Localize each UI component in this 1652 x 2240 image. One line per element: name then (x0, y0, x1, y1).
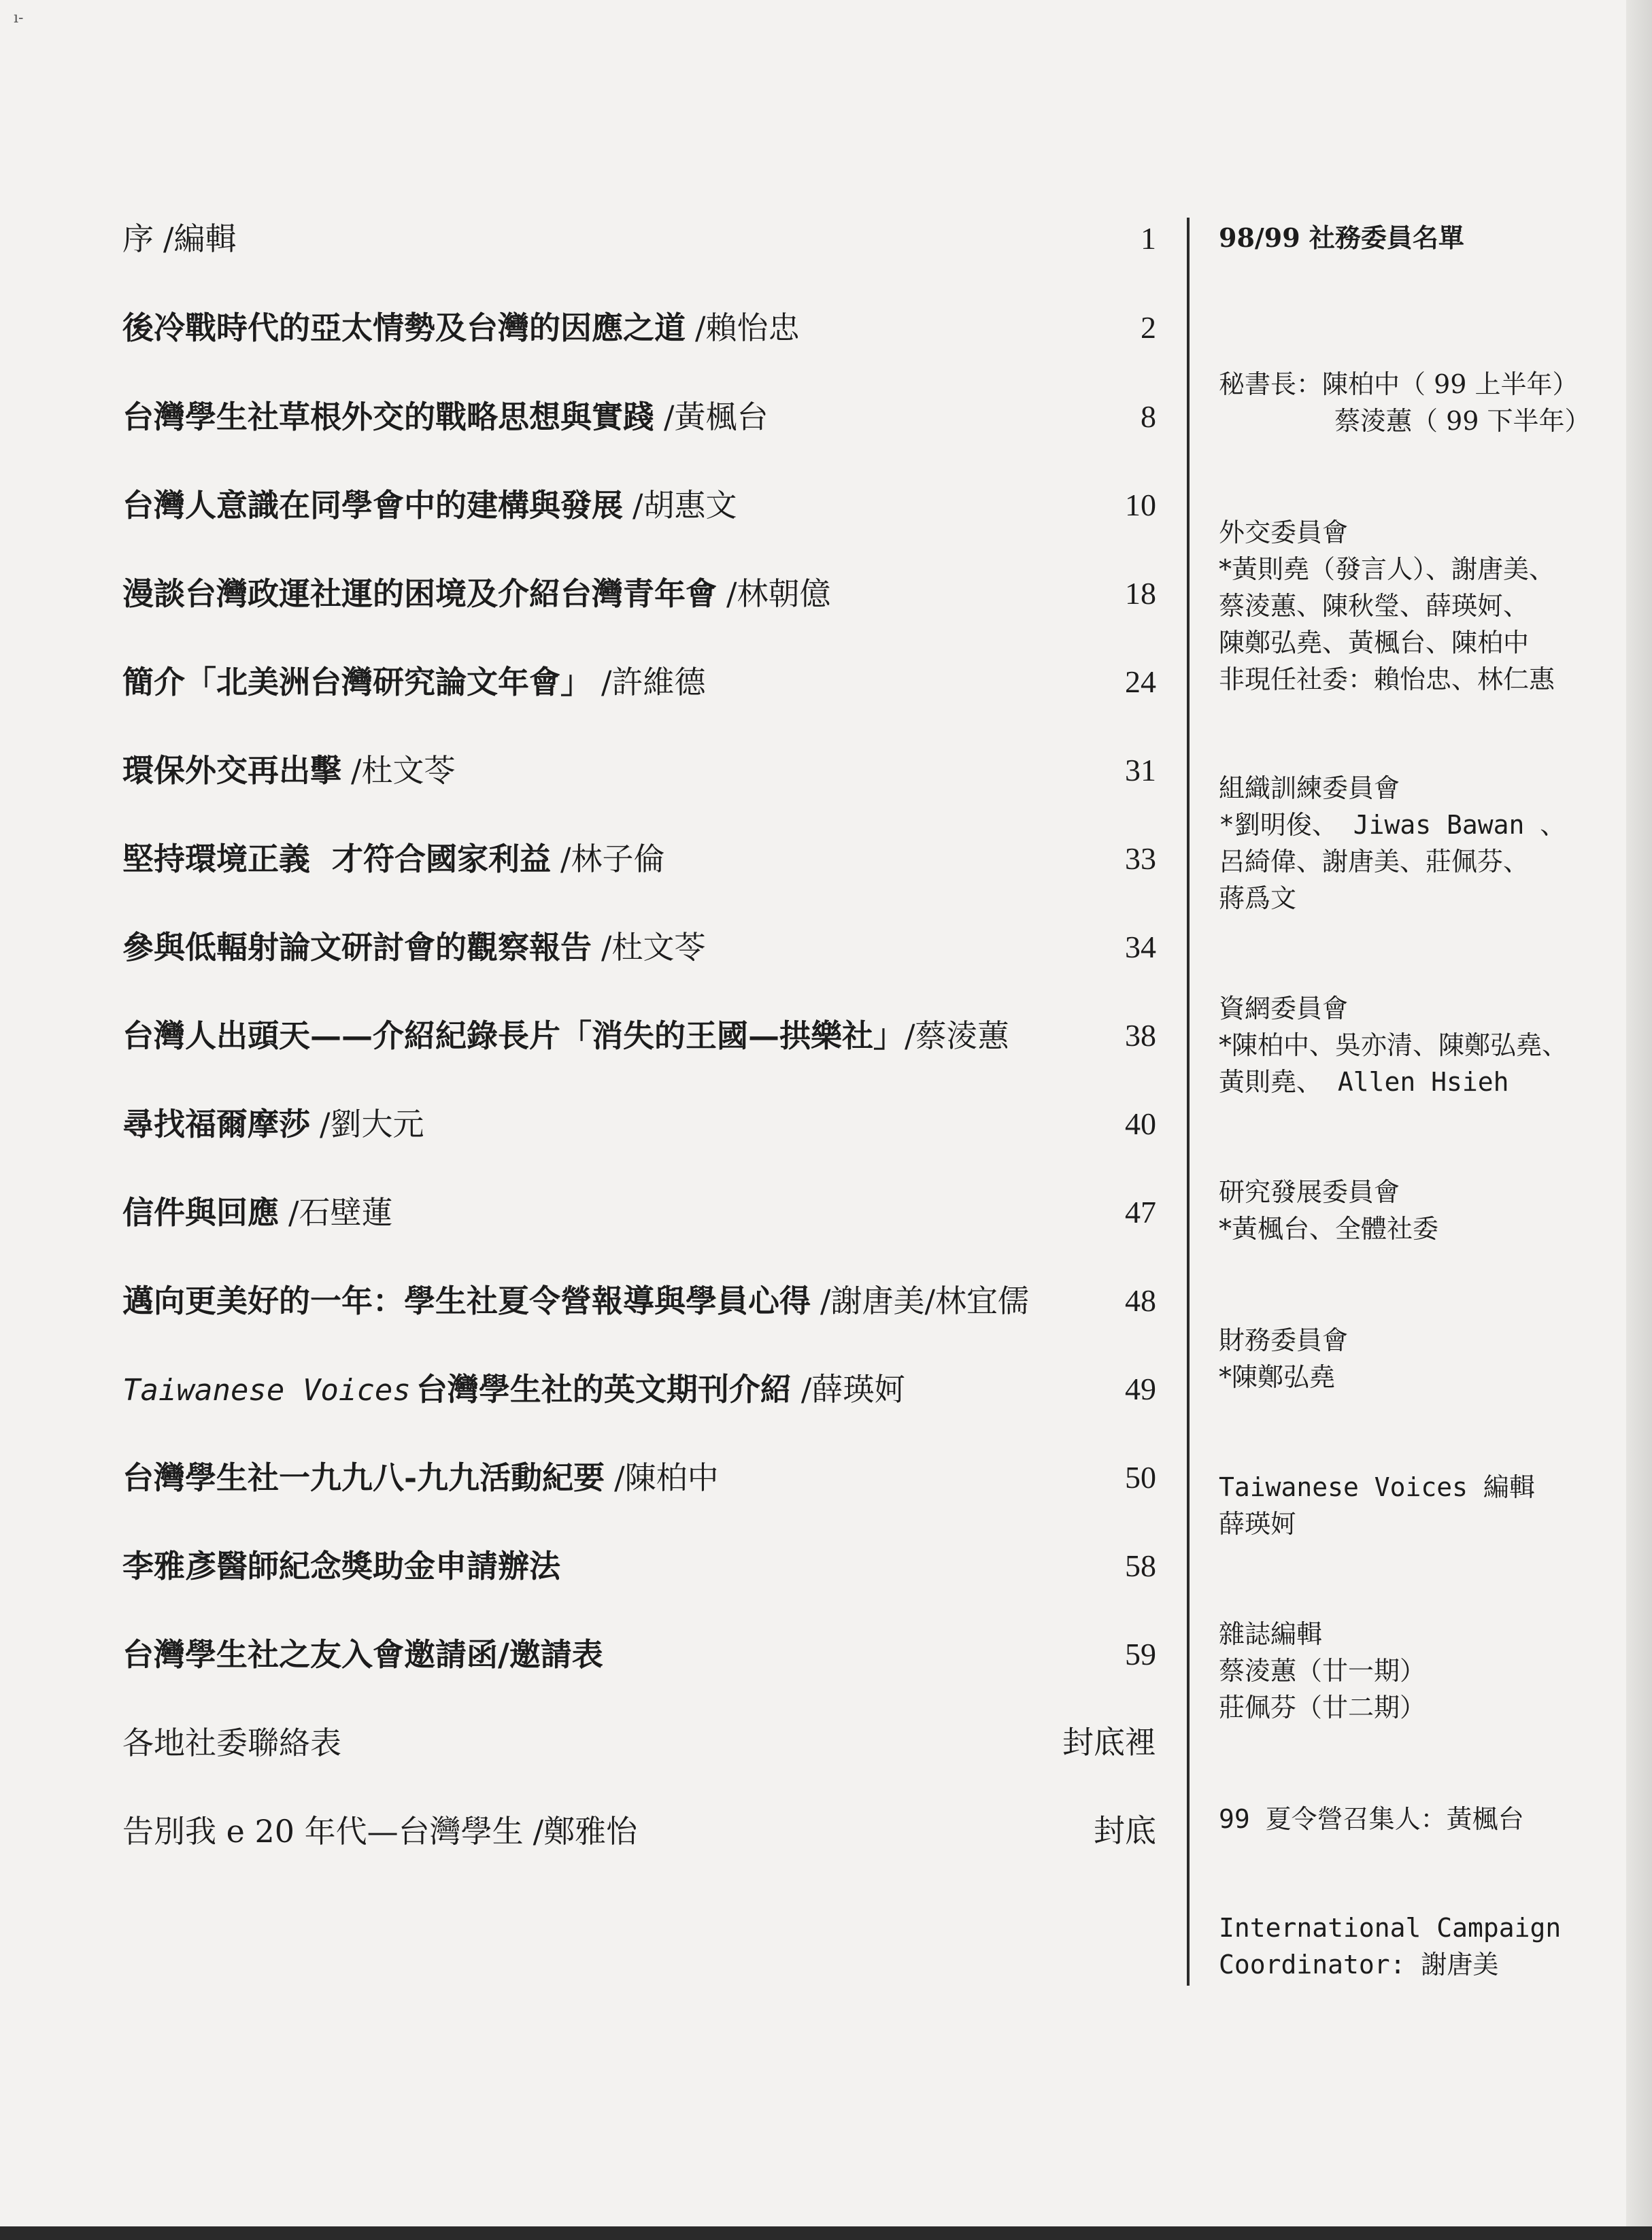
toc-author: /黃楓台 (664, 398, 769, 435)
committee-title: 外交委員會 (1219, 517, 1349, 547)
finance-committee (1219, 1322, 1613, 1395)
committee-members: 蔡淩蕙、陳秋瑩、薛瑛妸、 (1219, 591, 1530, 621)
secretary-line: 蔡淩蕙（ 99 下半年） (1334, 406, 1591, 436)
toc-page-number: 34 (1125, 930, 1156, 964)
toc-entry[interactable] (122, 747, 1156, 794)
toc-author: /謝唐美/林宜儒 (820, 1283, 1029, 1319)
toc-author: /許維德 (601, 664, 706, 700)
toc-page-number: 18 (1125, 576, 1156, 611)
page-edge-bottom (0, 2226, 1652, 2240)
voices-editor (1219, 1469, 1613, 1542)
international-coordinator (1219, 1910, 1613, 1983)
toc-author: /石壁蓮 (288, 1194, 393, 1231)
toc-author: /鄭雅怡 (533, 1813, 638, 1850)
page-edge-right (1626, 0, 1652, 2240)
committee-members: 呂綺偉、謝唐美、莊佩芬、 (1219, 847, 1530, 877)
toc-entry[interactable] (122, 1631, 1156, 1678)
toc-entry[interactable] (122, 1277, 1156, 1325)
committee-list (1219, 0, 1613, 2040)
committee-title: Taiwanese Voices 編輯 (1219, 1472, 1535, 1502)
toc-entry[interactable] (122, 658, 1156, 706)
foreign-affairs-committee (1219, 514, 1613, 698)
toc-page-number: 封底 (1094, 1814, 1156, 1848)
research-committee (1219, 1174, 1613, 1247)
toc-title: 各地社委聯絡表 (122, 1725, 341, 1761)
committee-members: 薛瑛妸 (1219, 1509, 1297, 1539)
toc-page-number: 48 (1125, 1283, 1156, 1318)
toc-entry[interactable] (122, 1012, 1156, 1059)
toc-page-number: 8 (1141, 399, 1156, 434)
toc-title-english: Taiwanese Voices (122, 1373, 411, 1408)
toc-page-number: 47 (1125, 1195, 1156, 1229)
committee-members: 非現任社委：賴怡忠、林仁惠 (1219, 664, 1555, 694)
toc-entry[interactable] (122, 570, 1156, 617)
toc-author: /編輯 (163, 220, 237, 257)
network-committee (1219, 990, 1613, 1100)
magazine-editor (1219, 1616, 1613, 1726)
toc-page-number: 49 (1125, 1372, 1156, 1406)
toc-author: /林子倫 (560, 841, 665, 877)
toc-page-number: 59 (1125, 1637, 1156, 1671)
toc-title: 台灣學生社一九九八-九九活動紀要 (122, 1459, 605, 1496)
toc-title: 後冷戰時代的亞太情勢及台灣的因應之道 (122, 309, 686, 346)
toc-page-number: 31 (1125, 753, 1156, 787)
committee-header: 98/99 社務委員名單 (1219, 222, 1464, 253)
toc-author: /杜文苓 (601, 929, 706, 966)
toc-title: 台灣人意識在同學會中的建構與發展 (122, 487, 623, 524)
toc-title: 信件與回應 (122, 1194, 279, 1231)
committee-members: 莊佩芬（廿二期） (1219, 1693, 1426, 1723)
toc-entry[interactable] (122, 1365, 1156, 1413)
toc-entry[interactable] (122, 1454, 1156, 1501)
toc-page-number: 封底裡 (1062, 1725, 1156, 1760)
toc-entry[interactable] (122, 304, 1156, 352)
toc-entry[interactable] (122, 1189, 1156, 1236)
committee-members: *陳鄭弘堯 (1219, 1362, 1336, 1392)
toc-title: 邁向更美好的一年：學生社夏令營報導與學員心得 (122, 1283, 811, 1319)
toc-page-number: 24 (1125, 664, 1156, 699)
toc-entry[interactable] (122, 1808, 1156, 1855)
toc-title: 簡介「北美洲台灣研究論文年會」 (122, 664, 592, 700)
international-line: Coordinator: 謝唐美 (1219, 1950, 1499, 1980)
toc-entry[interactable] (122, 1100, 1156, 1148)
toc-page-number: 58 (1125, 1548, 1156, 1583)
toc-author: /胡惠文 (633, 487, 737, 524)
toc-title: 李雅彥醫師紀念獎助金申請辦法 (122, 1548, 560, 1584)
secretary-block (1219, 366, 1613, 439)
committee-members: 蔣爲文 (1219, 883, 1297, 913)
toc-page-number: 33 (1125, 841, 1156, 876)
camp-convener-line: 99 夏令營召集人：黃楓台 (1219, 1804, 1524, 1834)
committee-members: 黃則堯、 Allen Hsieh (1219, 1067, 1509, 1097)
toc-author: /薛瑛妸 (800, 1371, 906, 1408)
toc-title: 台灣學生社之友入會邀請函/邀請表 (122, 1636, 603, 1673)
committee-members: 蔡淩蕙（廿一期） (1219, 1656, 1426, 1686)
committee-title: 研究發展委員會 (1219, 1177, 1400, 1207)
toc-entry[interactable] (122, 1719, 1156, 1767)
toc-title: 序 (122, 220, 154, 257)
committee-members: 陳鄭弘堯、黃楓台、陳柏中 (1219, 628, 1530, 658)
toc-entry[interactable] (122, 1542, 1156, 1590)
summer-camp-convener (1219, 1801, 1613, 1837)
toc-page-number: 1 (1141, 221, 1156, 256)
toc-title: 尋找福爾摩莎 (122, 1106, 310, 1142)
toc-page-number: 2 (1141, 310, 1156, 345)
committee-members: *黃楓台、全體社委 (1219, 1214, 1439, 1244)
toc-entry[interactable] (122, 923, 1156, 971)
toc-author: /蔡淩蕙 (905, 1017, 1009, 1054)
secretary-line: 秘書長：陳柏中（ 99 上半年） (1219, 369, 1579, 399)
organization-committee (1219, 770, 1613, 917)
committee-members: *劉明俊、 Jiwas Bawan 、 (1219, 810, 1566, 840)
international-line: International Campaign (1219, 1913, 1562, 1943)
committee-title: 組織訓練委員會 (1219, 773, 1400, 803)
committee-members: *黃則堯（發言人）、謝唐美、 (1219, 554, 1555, 584)
toc-author: /杜文苓 (351, 752, 456, 789)
toc-entry[interactable] (122, 481, 1156, 529)
toc-page-number: 38 (1125, 1018, 1156, 1053)
committee-title: 雜誌編輯 (1219, 1619, 1323, 1649)
toc-title: 漫談台灣政運社運的困境及介紹台灣青年會 (122, 575, 717, 612)
toc-title: 告別我 e 20 年代—台灣學生 (122, 1813, 524, 1850)
toc-entry[interactable] (122, 393, 1156, 441)
toc-title: 堅持環境正義 才符合國家利益 (122, 841, 552, 877)
toc-page-number: 40 (1125, 1106, 1156, 1141)
committee-title: 資網委員會 (1219, 994, 1349, 1023)
column-divider (1187, 218, 1190, 1986)
toc-title: 環保外交再出擊 (122, 752, 341, 789)
toc-title: 台灣人出頭天——介紹紀錄長片「消失的王國—拱樂社」 (122, 1017, 905, 1054)
toc-author: /陳柏中 (614, 1459, 719, 1496)
committee-members: *陳柏中、吳亦清、陳鄭弘堯、 (1219, 1030, 1568, 1060)
scan-mark: ı- (14, 10, 24, 27)
toc-author: /賴怡忠 (695, 309, 800, 346)
toc-title: 台灣學生社草根外交的戰略思想與實踐 (122, 398, 654, 435)
toc-entry[interactable] (122, 215, 1156, 262)
toc-entry[interactable] (122, 835, 1156, 883)
toc-title: 參與低輻射論文研討會的觀察報告 (122, 929, 592, 966)
toc-author: /劉大元 (320, 1106, 424, 1142)
toc-page-number: 50 (1125, 1460, 1156, 1495)
committee-title: 財務委員會 (1219, 1325, 1349, 1355)
toc-title: 台灣學生社的英文期刊介紹 (416, 1371, 792, 1408)
toc-page-number: 10 (1125, 488, 1156, 522)
toc-author: /林朝億 (726, 575, 831, 612)
